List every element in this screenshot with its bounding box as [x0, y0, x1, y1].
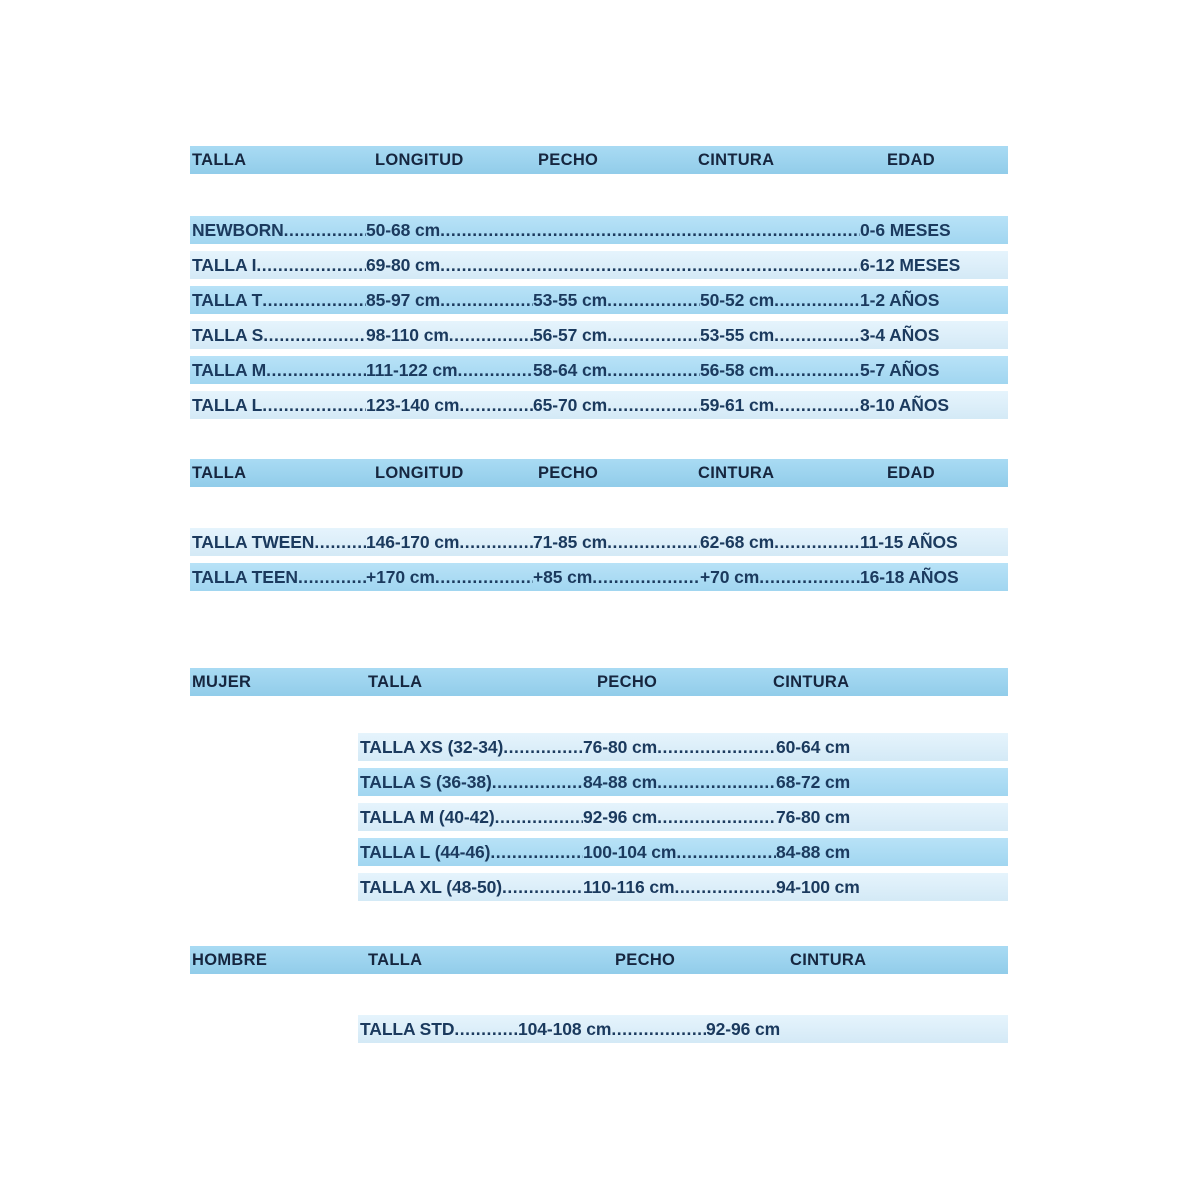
cell-text: 98-110 cm [366, 325, 449, 345]
column-header: TALLA [192, 151, 247, 169]
cell-text: 1-2 AÑOS [860, 290, 940, 310]
cell-value [366, 321, 533, 349]
tallas-mujer-header-row [190, 668, 1008, 696]
cell-value-last [776, 768, 1006, 796]
table-row [190, 286, 1008, 314]
cell-value [700, 391, 860, 419]
cell-value [533, 528, 700, 556]
cell-text: 65-70 cm [533, 395, 608, 415]
cell-text: 56-57 cm [533, 325, 608, 345]
table-row [358, 1015, 1008, 1043]
cell-text: 50-52 cm [700, 290, 775, 310]
column-header: HOMBRE [192, 951, 268, 969]
cell-text: 76-80 cm [776, 807, 851, 827]
cell-label [192, 251, 366, 279]
column-header: PECHO [538, 151, 599, 169]
dot-leader [676, 838, 776, 866]
cell-text: 59-61 cm [700, 395, 775, 415]
dot-leader [263, 321, 366, 349]
cell-text: 100-104 cm [583, 842, 677, 862]
cell-text: 123-140 cm [366, 395, 460, 415]
cell-value [366, 356, 533, 384]
cell-text: 53-55 cm [533, 290, 608, 310]
column-header: CINTURA [790, 951, 867, 969]
column-header: PECHO [615, 951, 676, 969]
table-row [358, 838, 1008, 866]
cell-value [366, 563, 533, 591]
table-row [190, 563, 1008, 591]
tallas-infantil-header-row [190, 146, 1008, 174]
cell-value-last [776, 803, 1006, 831]
cell-text: 58-64 cm [533, 360, 608, 380]
cell-value-last [860, 216, 1006, 244]
cell-value [518, 1015, 706, 1043]
cell-value [583, 733, 776, 761]
cell-text: 50-68 cm [366, 220, 441, 240]
column-header: EDAD [887, 464, 935, 482]
cell-text: 76-80 cm [583, 737, 658, 757]
dot-leader [266, 356, 366, 384]
cell-text: TALLA TWEEN [192, 532, 315, 552]
dot-leader [592, 563, 700, 591]
cell-value [700, 321, 860, 349]
cell-value [583, 873, 776, 901]
cell-text: 92-96 cm [706, 1019, 781, 1039]
cell-value [533, 356, 700, 384]
cell-text: 68-72 cm [776, 772, 851, 792]
cell-value-last [860, 391, 1006, 419]
column-header: MUJER [192, 673, 252, 691]
column-header: TALLA [192, 464, 247, 482]
cell-text: 6-12 MESES [860, 255, 961, 275]
column-header: PECHO [538, 464, 599, 482]
table-row [190, 528, 1008, 556]
column-header: TALLA [368, 673, 423, 691]
cell-text: TALLA STD [360, 1019, 455, 1039]
cell-value [700, 563, 860, 591]
dot-leader [262, 391, 366, 419]
cell-text: TALLA TEEN [192, 567, 298, 587]
cell-text: 3-4 AÑOS [860, 325, 940, 345]
cell-value-last [860, 528, 1006, 556]
cell-value [583, 838, 776, 866]
cell-text: 53-55 cm [700, 325, 775, 345]
dot-leader [657, 768, 776, 796]
cell-text: +85 cm [533, 567, 593, 587]
table-row [358, 733, 1008, 761]
dot-leader [774, 356, 860, 384]
column-header: CINTURA [698, 464, 775, 482]
dot-leader [607, 286, 700, 314]
cell-text: TALLA S (36-38) [360, 772, 492, 792]
cell-value [583, 768, 776, 796]
cell-text: 8-10 AÑOS [860, 395, 949, 415]
dot-leader [492, 768, 583, 796]
cell-text: TALLA T [192, 290, 263, 310]
cell-text: TALLA M [192, 360, 267, 380]
cell-value-last [776, 838, 1006, 866]
cell-value [700, 356, 860, 384]
cell-text: 111-122 cm [366, 360, 458, 380]
cell-label [192, 216, 366, 244]
column-header: EDAD [887, 151, 935, 169]
cell-text: TALLA L [192, 395, 263, 415]
cell-value [366, 391, 533, 419]
dot-leader [440, 251, 860, 279]
dot-leader [435, 563, 533, 591]
cell-text: TALLA L (44-46) [360, 842, 491, 862]
dot-leader [454, 1015, 518, 1043]
dot-leader [314, 528, 366, 556]
dot-leader [607, 356, 700, 384]
table-row [190, 251, 1008, 279]
cell-value-last [776, 733, 1006, 761]
cell-label [360, 873, 583, 901]
cell-label [192, 356, 366, 384]
dot-leader [256, 251, 366, 279]
table-row [190, 216, 1008, 244]
column-header: CINTURA [773, 673, 850, 691]
dot-leader [490, 838, 583, 866]
cell-value-last [706, 1015, 1006, 1043]
column-header: TALLA [368, 951, 423, 969]
cell-value [533, 391, 700, 419]
cell-label [360, 768, 583, 796]
cell-value [583, 803, 776, 831]
column-header: LONGITUD [375, 464, 464, 482]
dot-leader [657, 733, 776, 761]
dot-leader [657, 803, 776, 831]
cell-value [700, 286, 860, 314]
cell-text: NEWBORN [192, 220, 284, 240]
table-row [358, 873, 1008, 901]
column-header: CINTURA [698, 151, 775, 169]
cell-text: TALLA XL (48-50) [360, 877, 502, 897]
cell-value-last [860, 356, 1006, 384]
dot-leader [774, 321, 860, 349]
cell-text: 92-96 cm [583, 807, 658, 827]
cell-text: 5-7 AÑOS [860, 360, 940, 380]
column-header: PECHO [597, 673, 658, 691]
dot-leader [774, 528, 860, 556]
cell-text: 84-88 cm [583, 772, 658, 792]
dot-leader [607, 321, 700, 349]
cell-text: TALLA I [192, 255, 257, 275]
dot-leader [284, 216, 366, 244]
dot-leader [607, 528, 700, 556]
cell-value [533, 321, 700, 349]
cell-value [366, 286, 533, 314]
cell-label [360, 803, 583, 831]
cell-value-last [860, 251, 1006, 279]
table-row [190, 391, 1008, 419]
cell-text: 146-170 cm [366, 532, 460, 552]
cell-value-last [860, 321, 1006, 349]
cell-text: 84-88 cm [776, 842, 851, 862]
tallas-tween-teen-header-row [190, 459, 1008, 487]
table-row [358, 768, 1008, 796]
cell-text: +170 cm [366, 567, 435, 587]
dot-leader [774, 391, 860, 419]
cell-label [192, 563, 366, 591]
dot-leader [449, 321, 533, 349]
cell-text: TALLA XS (32-34) [360, 737, 504, 757]
dot-leader [607, 391, 700, 419]
cell-value [533, 563, 700, 591]
dot-leader [262, 286, 366, 314]
cell-value [700, 528, 860, 556]
cell-text: 0-6 MESES [860, 220, 951, 240]
dot-leader [298, 563, 366, 591]
table-row [190, 321, 1008, 349]
tallas-hombre-header-row [190, 946, 1008, 974]
table-row [358, 803, 1008, 831]
cell-value-last [860, 563, 1006, 591]
cell-text: 60-64 cm [776, 737, 851, 757]
cell-text: 110-116 cm [583, 877, 675, 897]
cell-value [366, 251, 860, 279]
cell-text: +70 cm [700, 567, 760, 587]
cell-text: 94-100 cm [776, 877, 860, 897]
cell-text: TALLA M (40-42) [360, 807, 495, 827]
dot-leader [503, 733, 583, 761]
dot-leader [459, 528, 533, 556]
cell-text: 85-97 cm [366, 290, 441, 310]
dot-leader [495, 803, 583, 831]
cell-text: 69-80 cm [366, 255, 441, 275]
dot-leader [611, 1015, 706, 1043]
cell-value-last [860, 286, 1006, 314]
dot-leader [502, 873, 583, 901]
cell-label [192, 286, 366, 314]
cell-value-last [776, 873, 1006, 901]
cell-text: 16-18 AÑOS [860, 567, 959, 587]
table-row [190, 356, 1008, 384]
cell-label [360, 838, 583, 866]
cell-text: 104-108 cm [518, 1019, 612, 1039]
cell-label [360, 1015, 518, 1043]
dot-leader [440, 216, 860, 244]
dot-leader [674, 873, 776, 901]
cell-text: 11-15 AÑOS [860, 532, 958, 552]
cell-value [366, 216, 860, 244]
cell-label [360, 733, 583, 761]
cell-value [366, 528, 533, 556]
dot-leader [759, 563, 860, 591]
cell-text: 71-85 cm [533, 532, 608, 552]
cell-text: 56-58 cm [700, 360, 775, 380]
dot-leader [457, 356, 533, 384]
cell-text: TALLA S [192, 325, 264, 345]
cell-label [192, 391, 366, 419]
cell-label [192, 321, 366, 349]
cell-value [533, 286, 700, 314]
dot-leader [459, 391, 533, 419]
column-header: LONGITUD [375, 151, 464, 169]
dot-leader [440, 286, 533, 314]
dot-leader [774, 286, 860, 314]
cell-text: 62-68 cm [700, 532, 775, 552]
cell-label [192, 528, 366, 556]
